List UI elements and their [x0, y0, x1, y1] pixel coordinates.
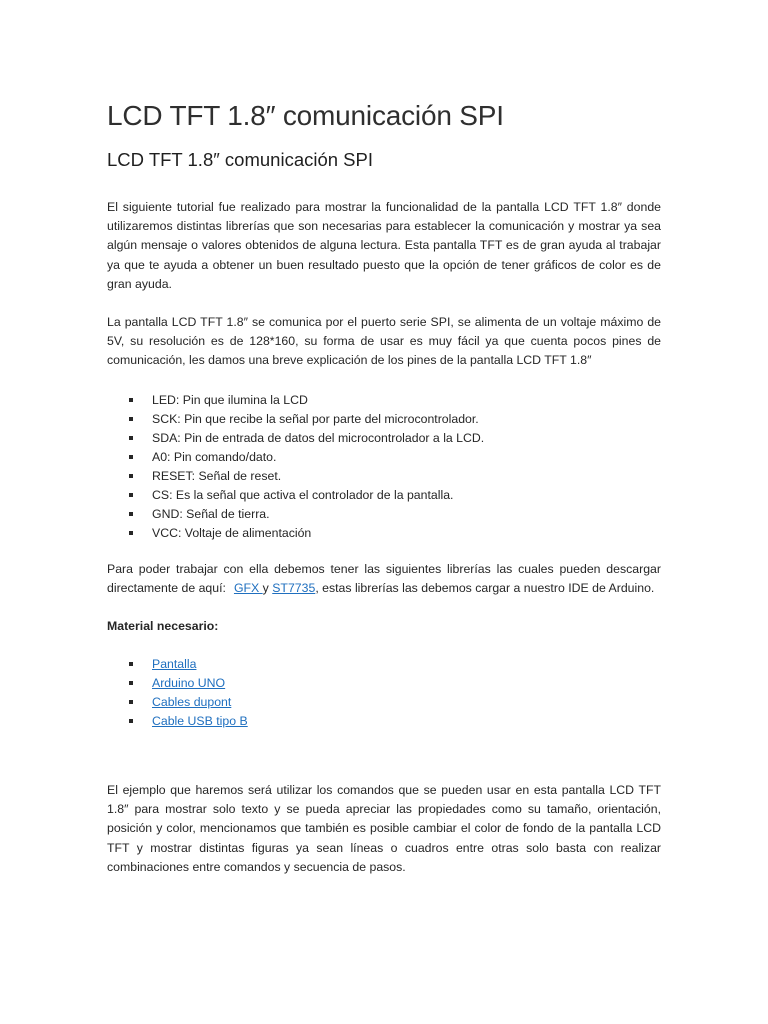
libraries-text: Para poder trabajar con ella debemos tener las siguientes librerías las cuales pueden descargar directamente de aquí: [107, 561, 661, 595]
list-item [107, 410, 661, 429]
list-item [107, 505, 661, 524]
square-bullet-icon [129, 474, 133, 478]
square-bullet-icon [129, 512, 133, 516]
square-bullet-icon [129, 417, 133, 421]
pin-item-text: VCC: Voltaje de alimentación [152, 525, 312, 540]
pin-item-text: LED: Pin que ilumina la LCD [152, 392, 308, 407]
square-bullet-icon [129, 700, 133, 704]
square-bullet-icon [129, 493, 133, 497]
pin-item-text: CS: Es la señal que activa el controlador de la pantalla. [152, 487, 454, 502]
list-item [107, 429, 661, 448]
list-item [107, 655, 661, 674]
material-link-pantalla[interactable]: Pantalla [152, 657, 197, 672]
pin-item-text: A0: Pin comando/dato. [152, 449, 277, 464]
pin-item-text: GND: Señal de tierra. [152, 506, 270, 521]
pin-list [107, 391, 661, 543]
square-bullet-icon [129, 719, 133, 723]
square-bullet-icon [129, 436, 133, 440]
list-item [107, 693, 661, 712]
material-link-cables-dupont[interactable]: Cables dupont [152, 695, 232, 710]
square-bullet-icon [129, 455, 133, 459]
list-item [107, 486, 661, 505]
square-bullet-icon [129, 398, 133, 402]
description-paragraph: La pantalla LCD TFT 1.8″ se comunica por el puerto serie SPI, se alimenta de un voltaje máximo de 5V, su resolución es de 128*160, su forma de usar es muy fácil ya que cuenta pocos pines de comunicación, les damos una breve explicación de los pines de la pantalla LCD TFT 1.8″ [107, 315, 661, 368]
pin-item-text: SDA: Pin de entrada de datos del microcontrolador a la LCD. [152, 430, 485, 445]
libraries-conjunction: y [262, 580, 273, 595]
material-list [107, 655, 661, 731]
libraries-text-end: , estas librerías las debemos cargar a nuestro IDE de Arduino. [315, 580, 655, 595]
document-page [107, 96, 661, 877]
square-bullet-icon [129, 531, 133, 535]
pin-item-text: SCK: Pin que recibe la señal por parte del microcontrolador. [152, 411, 479, 426]
list-item [107, 712, 661, 731]
material-link-cable-usb[interactable]: Cable USB tipo B [152, 714, 248, 729]
document-subtitle: LCD TFT 1.8″ comunicación SPI [107, 149, 374, 170]
libraries-paragraph [107, 560, 661, 598]
list-item [107, 524, 661, 543]
square-bullet-icon [129, 662, 133, 666]
material-link-arduino-uno[interactable]: Arduino UNO [152, 676, 226, 691]
intro-paragraph: El siguiente tutorial fue realizado para mostrar la funcionalidad de la pantalla LCD TFT 1.8″ donde utilizaremos distintas librerías que son necesarias para establecer la comunicación y mostrar ya sea algún mensaje o valores obtenidos de alguna lectura. Esta pantalla TFT es de gran ayuda al trabajar ya que te ayuda a obtener un buen resultado puesto que la opción de tener gráficos de color es de gran ayuda. [107, 200, 661, 291]
example-paragraph: El ejemplo que haremos será utilizar los comandos que se pueden usar en esta pantalla LCD TFT 1.8″ para mostrar solo texto y se pueda apreciar las propiedades como su tamaño, orientación, posición y color, mencionamos que también es posible cambiar el color de fondo de la pantalla LCD TFT y mostrar distintas figuras ya sean líneas o cuadros entre otras solo basta con realizar combinaciones entre comandos y secuencia de pasos. [107, 783, 661, 874]
list-item [107, 467, 661, 486]
square-bullet-icon [129, 681, 133, 685]
st7735-library-link[interactable]: ST7735 [272, 580, 316, 595]
pin-item-text: RESET: Señal de reset. [152, 468, 282, 483]
list-item [107, 448, 661, 467]
gfx-library-link[interactable]: GFX [233, 580, 263, 595]
list-item [107, 674, 661, 693]
document-title: LCD TFT 1.8″ comunicación SPI [107, 100, 504, 131]
material-heading: Material necesario: [107, 619, 219, 634]
list-item [107, 391, 661, 410]
